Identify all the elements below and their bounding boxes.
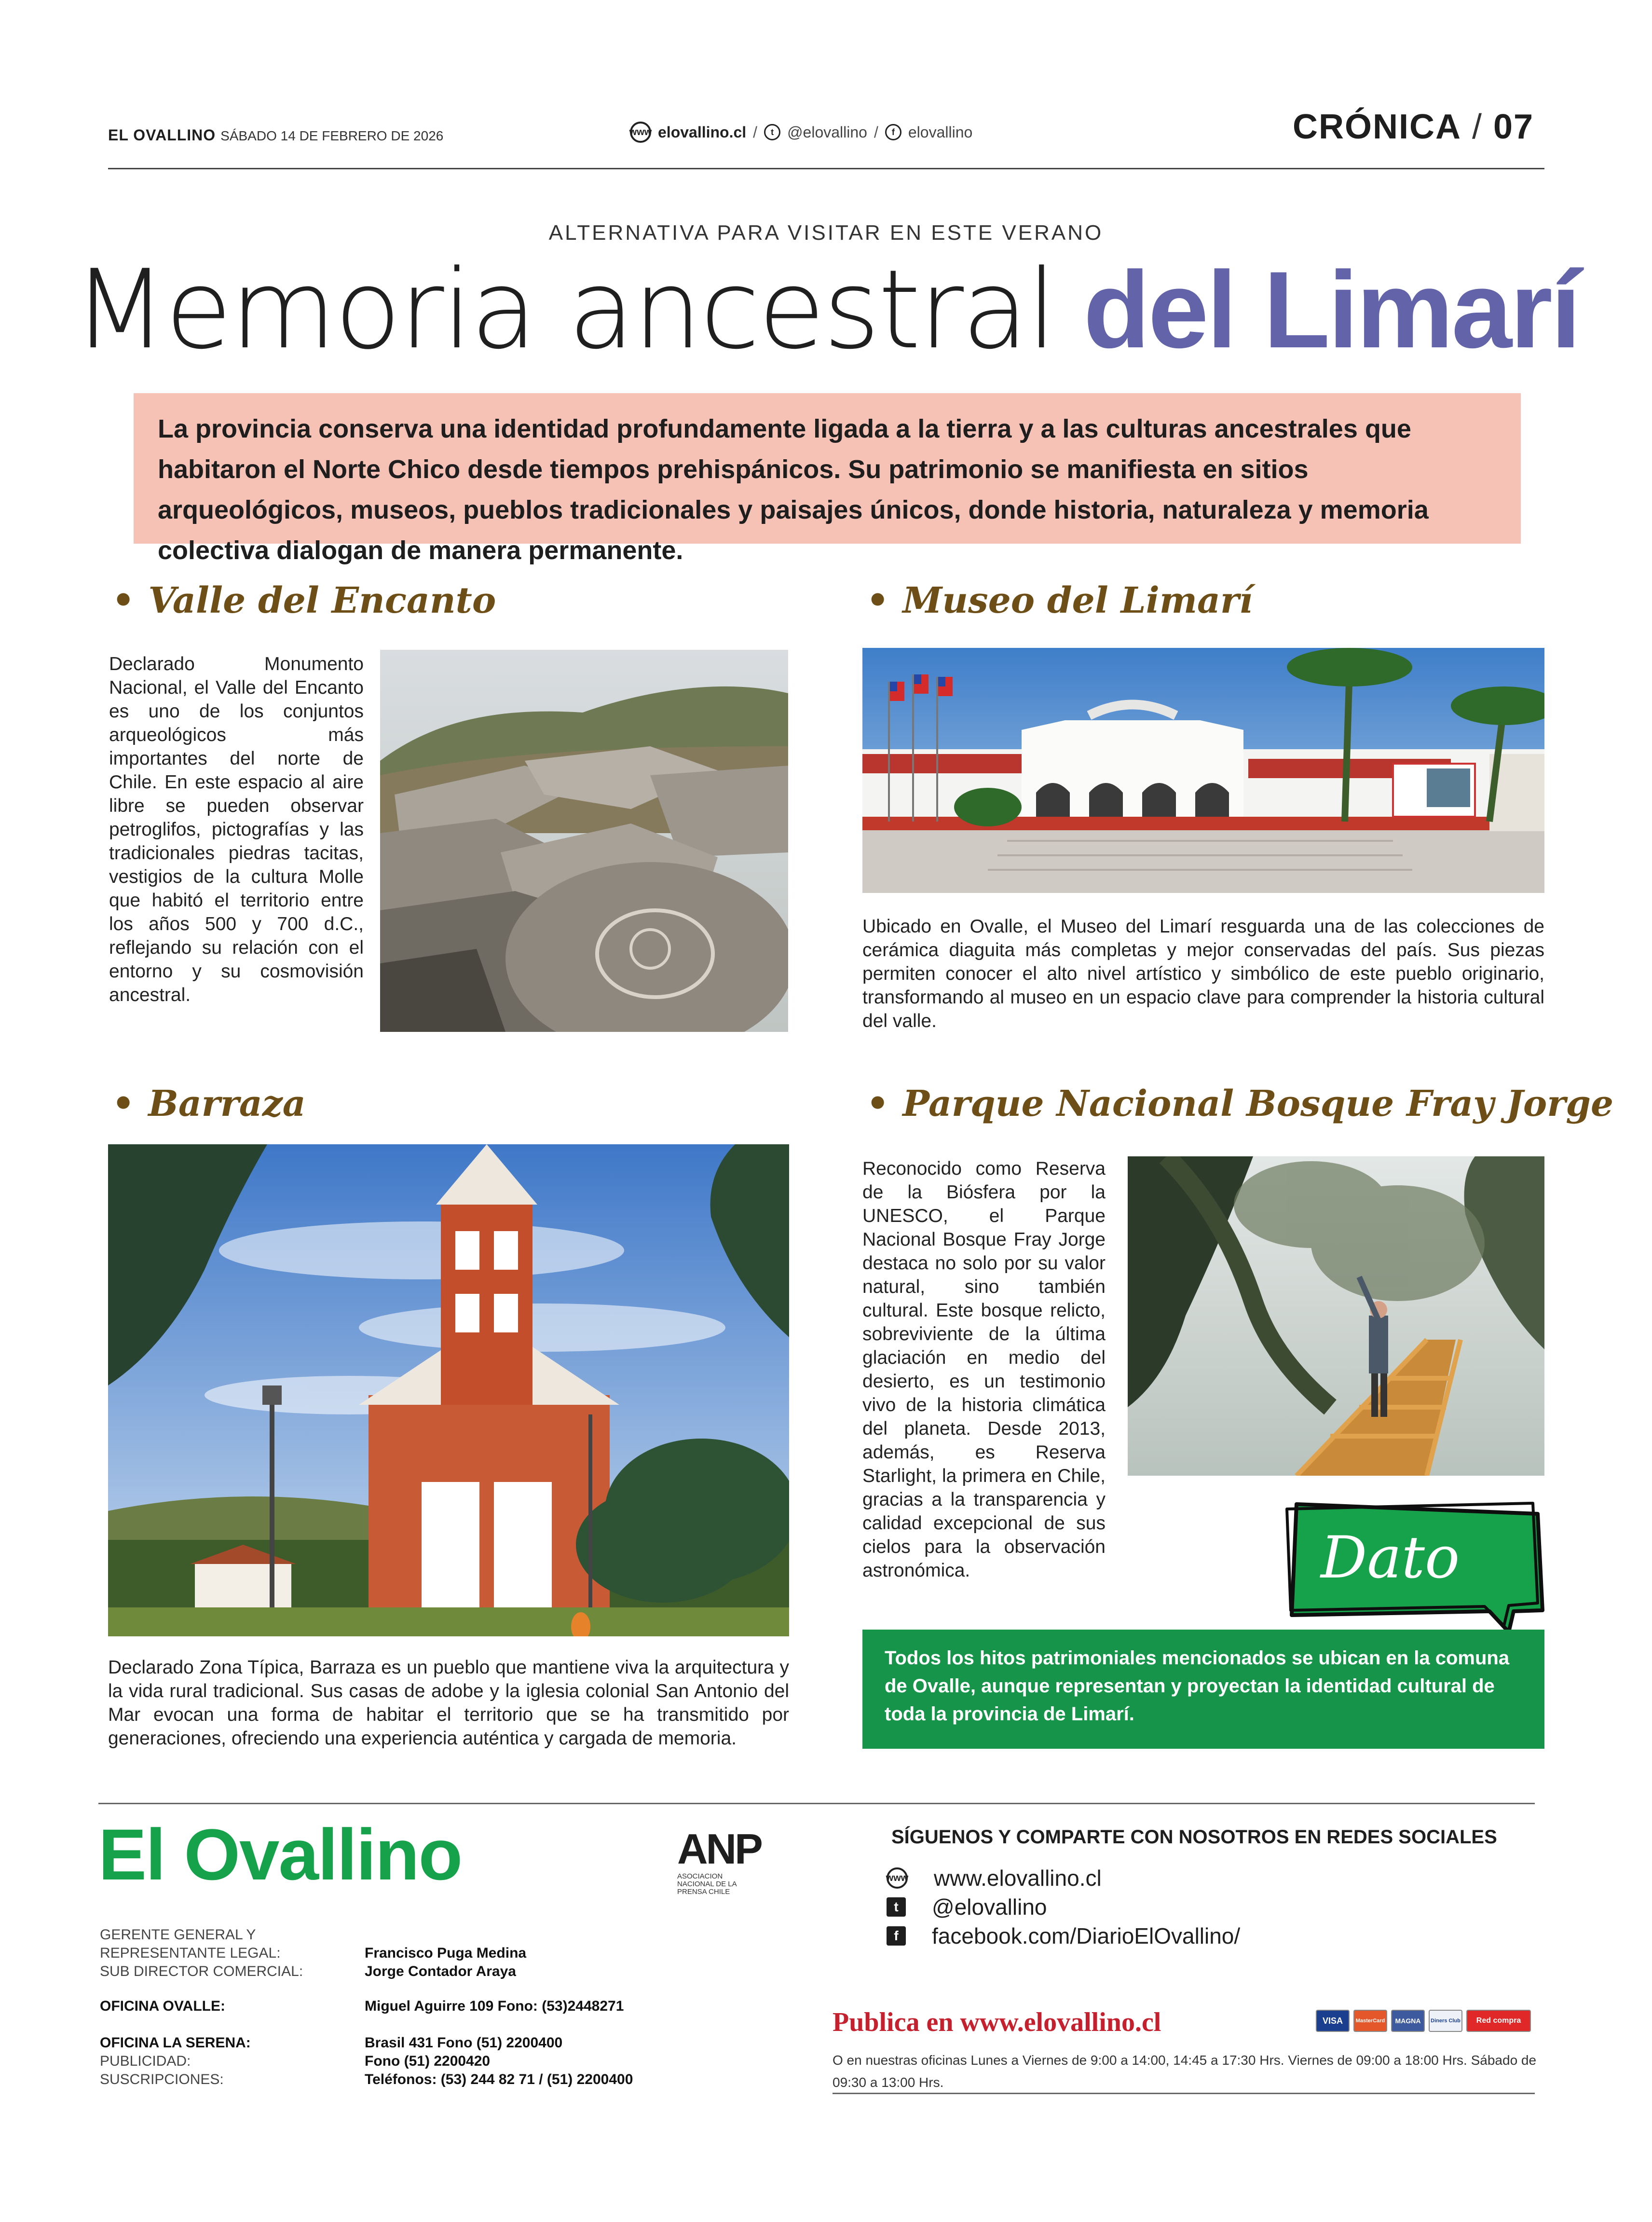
payment-methods xyxy=(1316,2010,1531,2032)
section-name: CRÓNICA xyxy=(1293,108,1461,146)
value-subscriptions: Teléfonos: (53) 244 82 71 / (51) 2200400 xyxy=(365,2071,633,2087)
social-heading: SÍGUENOS Y COMPARTE CON NOSOTROS EN REDES SOCIALES xyxy=(891,1826,1497,1848)
paper-name: EL OVALLINO xyxy=(108,126,216,144)
article-lead: La provincia conserva una identidad profundamente ligada a la tierra y a las culturas ancestrales que habitaron el Norte Chico desde tiempos prehispánicos. Su patrimonio se manifiesta en sitios arqueológicos, museos, pueblos tradicionales y paisajes únicos, donde historia, naturaleza y memoria colectiva dialogan de manera permanente. xyxy=(134,393,1521,544)
section-title-barraza: • Barraza xyxy=(112,1083,306,1125)
mastercard-icon: MasterCard xyxy=(1353,2010,1387,2032)
facebook-icon: f xyxy=(887,1926,906,1946)
photo-fray-jorge xyxy=(1128,1156,1544,1476)
anp-name: ASOCIACION NACIONAL DE LA PRENSA CHILE xyxy=(677,1872,737,1896)
social-twitter-link[interactable]: @elovallino xyxy=(932,1894,1047,1920)
social-facebook-row[interactable] xyxy=(887,1923,1240,1949)
magna-card-icon: MAGNA xyxy=(1391,2010,1425,2032)
section-body-valle-del-encanto: Declarado Monumento Nacional, el Valle del Encanto es uno de los conjuntos arqueológicos más importantes del norte de Chile. En este espacio al aire libre se pueden observar petroglifos, pictografías y las tradicionales piedras tacitas, vestigios de la cultura Molle que habitó el territorio entre los años 500 y 700 d.C., reflejando su relación con el entorno y su cosmovisión ancestral. xyxy=(109,654,364,1005)
header-website-link[interactable]: elovallino.cl xyxy=(658,123,747,141)
section-title-fray-jorge: • Parque Nacional Bosque Fray Jorge xyxy=(866,1083,1614,1125)
globe-icon: www xyxy=(630,122,651,143)
headline-part-2: del Limarí xyxy=(1083,248,1579,370)
photo-barraza xyxy=(108,1144,789,1636)
section-body-museo-del-limari: Ubicado en Ovalle, el Museo del Limarí resguarda una de las colecciones de cerámica diaguita más completas y mejor conservadas del país. Sus piezas permiten conocer el alto nivel artístico y simbólico de este pueblo originario, transformando al museo en un espacio clave para comprender la historia cultural del valle. xyxy=(862,916,1544,1031)
header-twitter-link[interactable]: @elovallino xyxy=(787,123,867,141)
publica-link[interactable]: Publica en www.elovallino.cl xyxy=(833,2007,1161,2037)
value-subdirector: Jorge Contador Araya xyxy=(365,1963,516,1979)
header-rule xyxy=(108,168,1544,169)
section-folio: CRÓNICA / 07 xyxy=(1293,108,1534,146)
value-office-ovalle: Miguel Aguirre 109 Fono: (53)2448271 xyxy=(365,1998,624,2014)
office-hours: O en nuestras oficinas Lunes a Viernes de 9:00 a 14:00, 14:45 a 17:30 Hrs. Viernes de 09:00 a 18:00 Hrs. Sábado de 09:30 a 13:00 Hrs. xyxy=(833,2053,1537,2090)
twitter-icon: t xyxy=(887,1897,906,1917)
header-dateline xyxy=(108,126,443,144)
section-title-valle-del-encanto: • Valle del Encanto xyxy=(112,580,496,621)
value-advertising: Fono (51) 2200420 xyxy=(365,2053,491,2069)
headline-part-1: Memoria ancestral xyxy=(73,247,1055,373)
issue-date: SÁBADO 14 DE FEBRERO DE 2026 xyxy=(220,128,444,143)
anp-mark: ANP xyxy=(677,1825,761,1873)
label-manager: GERENTE GENERAL Y REPRESENTANTE LEGAL: xyxy=(100,1927,281,1961)
footer-bottom-rule xyxy=(833,2093,1535,2094)
diners-card-icon: Diners Club xyxy=(1429,2010,1462,2032)
article-kicker: ALTERNATIVA PARA VISITAR EN ESTE VERANO xyxy=(548,221,1104,245)
section-body-barraza: Declarado Zona Típica, Barraza es un pueblo que mantiene viva la arquitectura y la vida rural tradicional. Sus casas de adobe y la iglesia colonial San Antonio del Mar evocan una forma de habitar el territorio que se ha transmitido por generaciones, ofreciendo una experiencia auténtica y cargada de memoria. xyxy=(108,1657,789,1749)
social-web-link[interactable]: www.elovallino.cl xyxy=(934,1865,1102,1891)
label-office-serena: OFICINA LA SERENA: xyxy=(100,2035,251,2051)
globe-icon: www xyxy=(887,1867,908,1889)
section-body-fray-jorge: Reconocido como Reserva de la Biósfera por la UNESCO, el Parque Nacional Bosque Fray Jorge destaca no solo por su valor natural, sino también cultural. Este bosque relicto, sobreviviente de la última glaciación en medio del desierto, es un testimonio vivo de la historia climática del planeta. Desde 2013, además, es Reserva Starlight, la primera en Chile, gracias a la transparencia y calidad excepcional de sus cielos para la observación astronómica. xyxy=(862,1158,1106,1581)
footer-rule xyxy=(98,1803,1535,1804)
redcompra-card-icon: Red compra xyxy=(1466,2010,1531,2032)
value-office-serena: Brasil 431 Fono (51) 2200400 xyxy=(365,2035,563,2051)
social-web-row[interactable] xyxy=(887,1865,1102,1891)
facebook-icon: f xyxy=(885,124,901,140)
anp-logo xyxy=(677,1827,774,1896)
label-subscriptions: SUSCRIPCIONES: xyxy=(100,2071,224,2087)
social-facebook-link[interactable]: facebook.com/DiarioElOvallino/ xyxy=(932,1923,1241,1948)
photo-valle-del-encanto xyxy=(380,650,788,1032)
label-subdirector: SUB DIRECTOR COMERCIAL: xyxy=(100,1963,303,1979)
page-number: 07 xyxy=(1493,108,1534,146)
article-headline xyxy=(0,247,1652,373)
social-twitter-row[interactable] xyxy=(887,1894,1047,1920)
value-manager: Francisco Puga Medina xyxy=(365,1945,527,1961)
visa-card-icon: VISA xyxy=(1316,2010,1350,2032)
label-office-ovalle: OFICINA OVALLE: xyxy=(100,1998,225,2014)
label-advertising: PUBLICIDAD: xyxy=(100,2053,191,2069)
footer-logo: El Ovallino xyxy=(98,1814,462,1895)
header-facebook-link[interactable]: elovallino xyxy=(908,123,973,141)
dato-label: Dato xyxy=(1321,1524,1460,1591)
section-title-museo-del-limari: • Museo del Limarí xyxy=(866,580,1253,621)
twitter-icon: t xyxy=(764,124,780,140)
photo-museo-del-limari xyxy=(862,648,1544,893)
dato-badge xyxy=(1282,1499,1552,1639)
header-social: www elovallino.cl / t @elovallino / f elovallino xyxy=(630,122,972,143)
dato-text: Todos los hitos patrimoniales mencionados se ubican en la comuna de Ovalle, aunque representan y proyectan la identidad cultural de toda la provincia de Limarí. xyxy=(862,1630,1544,1749)
